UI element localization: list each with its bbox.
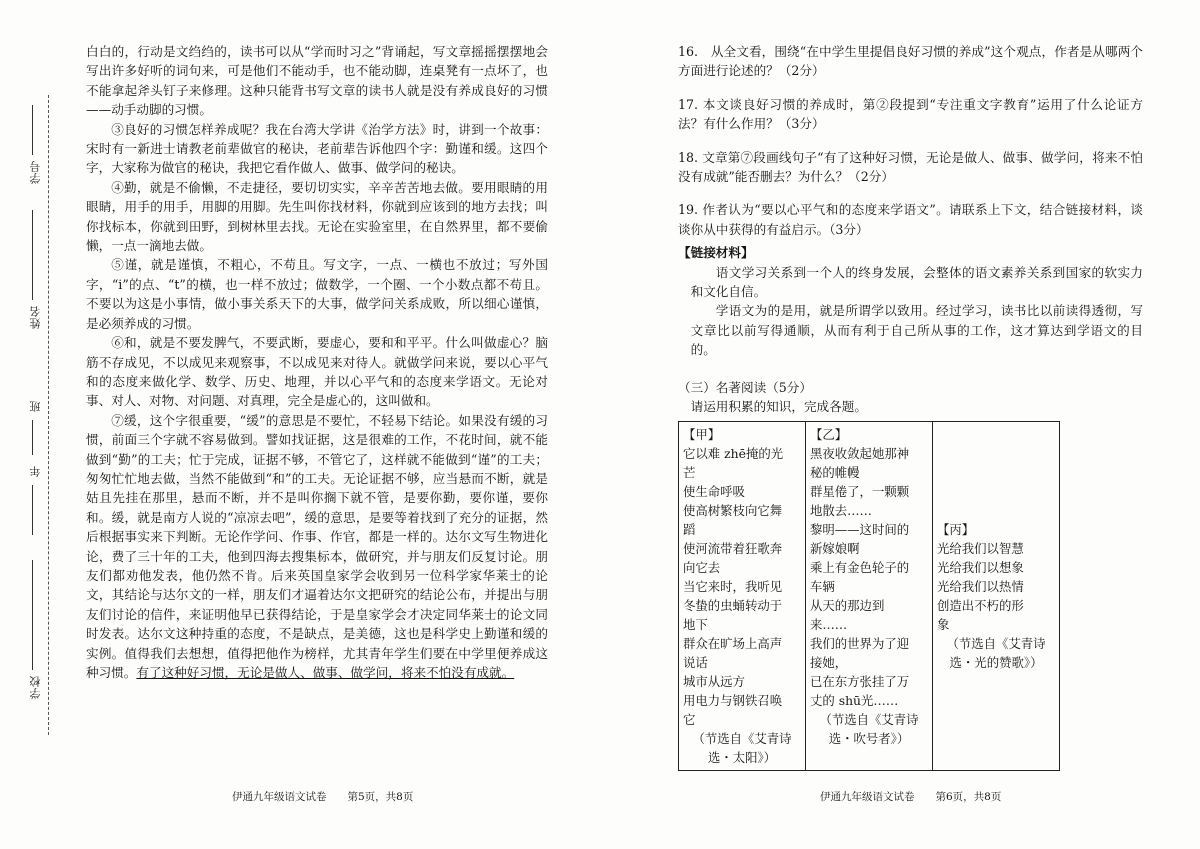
poem-yi-line: 群星倦了，一颗颗	[810, 483, 910, 499]
poem-jia-line: 使高树繁枝向它舞	[683, 502, 783, 518]
school-label: 学校	[29, 675, 42, 699]
poem-yi-lines	[810, 444, 928, 710]
reading-paragraph-5: ⑤谨，就是谨慎，不粗心，不苟且。写文字，一点、一横也不放过；写外国字，“i”的点、“t”的横，也一样不放过；做数学，一个圈、一个小数点都不苟且。不要以为这是小事情，做小事关系天下的大事，做学问关系成败，所以细心谨慎，是必须养成的习惯。	[86, 257, 548, 331]
poem-jia-line: 使生命呼吸	[683, 483, 745, 499]
poem-yi-line: 黑夜收敛起她那神	[810, 445, 910, 461]
page-5	[86, 42, 548, 682]
poem-yi-cell	[806, 421, 933, 770]
poem-yi-line: 车辆	[810, 578, 835, 594]
poem-yi-line: 丈的 shū光……	[810, 692, 899, 708]
poem-jia-line: 当它来时，我听见	[683, 578, 783, 594]
poem-jia-line: 冬蛰的虫蛹转动于	[683, 597, 783, 613]
poem-bing-line: 创造出不朽的形	[937, 597, 1024, 613]
question-19: 19. 作者认为“要以心平气和的态度来学语文”。请联系上下文，结合链接材料，谈谈你从中获得的有益启示。（3分）	[678, 202, 1143, 237]
underlined-sentence: 有了这种好习惯，无论是做人、做事、做学问，将来不怕没有成就。	[136, 665, 515, 680]
reading-paragraph-3: ③良好的习惯怎样养成呢？我在台湾大学讲《治学方法》时，讲到一个故事：宋时有一新进士请教老前辈做官的秘诀，老前辈告诉他四个字：勤谨和缓。这四个字，大家称为做官的秘诀，我把它看作做人、做事、做学问的秘诀。	[86, 121, 548, 176]
poem-jia-line: 用电力与钢铁召唤	[683, 692, 783, 708]
grade-label: 年	[29, 465, 42, 477]
poem-jia-line: 使河流带着狂歌奔	[683, 540, 783, 556]
poem-jia-source: （节选自《艾青诗选・太阳》）	[692, 730, 792, 765]
question-17: 17. 本文谈良好习惯的养成时，第②段提到“专注重文字教育”运用了什么论证方法？有什么作用？（3分）	[678, 96, 1143, 132]
page-6	[678, 42, 1143, 771]
question-16: 16. 从全文看，围绕“在中学生里提倡良好习惯的养成”这个观点，作者是从哪两个方面进行论述的？（2分）	[678, 44, 1143, 79]
page-5-footer: 伊通九年级语文试卷 第5页，共8页	[232, 791, 414, 803]
poem-jia-line: 它以难 zhē掩的光	[683, 445, 784, 461]
reading-paragraph-6: ⑥和，就是不要发脾气，不要武断，要虚心，要和和平平。什么叫做虚心？脑筋不存成见，不以成见来观察事，不以成见来对待人。就做学问来说，要以心平气和的态度来做化学、数学、历史、地理，并以心平气和的态度来学语文。无论对事、对人、对物、对问题、对真理，完全是虚心的，这叫做和。	[86, 335, 548, 409]
poem-jia-line: 说话	[683, 654, 708, 670]
classics-reading-instruction: 请运用积累的知识，完成各题。	[690, 399, 867, 415]
poem-jia-line: 蹈	[683, 521, 696, 537]
poem-jia-line: 城市从远方	[683, 673, 745, 689]
poems-table	[678, 421, 1060, 771]
link-material-paragraph-1: 语文学习关系到一个人的终身发展，会整体的语文素养关系到国家的软实力和文化自信。	[690, 264, 1143, 300]
link-material-title: 【链接材料】	[678, 245, 754, 261]
name-label: 姓名	[29, 305, 42, 329]
poem-bing-line: 光给我们以热情	[937, 578, 1024, 594]
grade-blank	[32, 485, 34, 535]
link-material-paragraph-2: 学语文为的是用，就是所谓学以致用。经过学习，读书比以前读得透彻，写文章比以前写得通顺，从而有利于自己所从事的工作，这才算达到学语文的目的。	[690, 303, 1143, 358]
poem-yi-line: 黎明——这时间的	[810, 521, 910, 537]
poem-yi-line: 乘上有金色轮子的	[810, 559, 910, 575]
class-label: 班	[29, 400, 42, 412]
reading-paragraph-4: ④勤，就是不偷懒，不走捷径，要切切实实，辛辛苦苦地去做。要用眼睛的用眼睛，用手的用手，用脚的用脚。先生叫你找材料，你就到应该到的地方去找；叫你找标本，你就到田野，到树林里去找。无论在实验室里，在自然界里，都不要偷懒，一点一滴地去做。	[86, 179, 548, 254]
school-blank	[32, 560, 34, 670]
poem-yi-line: 我们的世界为了迎	[810, 635, 910, 651]
reading-paragraph-7-text: ⑦缓，这个字很重要，“缓”的意思是不要忙，不轻易下结论。如果没有缓的习惯，前面三个字就不容易做到。譬如找证据，这是很难的工作，不花时间，就不能做到“勤”的工夫；忙于完成，证据不够，不管它了，这样就不能做到“谨”的工夫；匆匆忙忙地去做，当然不能做到“和”的工夫。无论证据不够，应当悬而不断，就是姑且先挂在那里，悬而不断，并不是叫你搁下就不管，是要你勤，要你谨，要你和。缓，就是南方人说的“凉凉去吧”，缓的意思，是要等着找到了充分的证据，然后根据事实来下判断。无论作学问、作事、作官，都是一样的。达尔文写生物进化论，费了三十年的工夫，他到四海去搜集标本，做研究，并与朋友们反复讨论。朋友们都劝他发表，他仍然不肯。后来英国皇家学会收到另一位科学家华莱士的论文，其结论与达尔文的一样，朋友们才逼着达尔文把研究的结论公布，并提出与朋友们讨论的信件，来证明他早已获得结论，于是皇家学会才决定同华莱士的论文同时发表。达尔文这种持重的态度，不是缺点，是美德，这也是科学史上勤谨和缓的实例。值得我们去想想，值得把他作为榜样，尤其青年学生们要在中学里便养成这种习惯。	[86, 412, 548, 680]
class-blank	[32, 420, 34, 455]
poem-jia-line: 它	[683, 711, 696, 727]
poem-bing-cell	[933, 421, 1060, 770]
poem-jia-line: 芒	[683, 464, 696, 480]
poem-jia-cell	[679, 421, 806, 770]
page-6-footer: 伊通九年级语文试卷 第6页，共8页	[820, 791, 1002, 803]
student-no-label: 学号	[29, 160, 42, 184]
poem-yi-line: 接她，	[810, 654, 848, 670]
name-blank	[32, 210, 34, 300]
reading-paragraph-continued: 白白的，行动是文绉绉的，读书可以从“学而时习之”背诵起，写文章摇摇摆摆地会写出许多好听的词句来，可是他们不能动手，也不能动脚，连桌凳有一点坏了，也不能拿起斧头钉子来修理。这种只能背书写文章的读书人就是没有养成良好的习惯——动手动脚的习惯。	[86, 44, 548, 118]
poem-bing-lines	[937, 539, 1055, 634]
poem-jia-line: 群众在旷场上高声	[683, 635, 783, 651]
poem-jia-lines	[683, 444, 801, 729]
reading-paragraph-7	[86, 411, 548, 683]
poem-bing-line: 象	[937, 616, 950, 632]
poem-yi-line: 地散去……	[810, 502, 872, 518]
poem-jia-line: 地下	[683, 616, 708, 632]
poem-yi-line: 从天的那边到	[810, 597, 885, 613]
student-no-blank	[32, 105, 34, 155]
poem-yi-tag: 【乙】	[810, 426, 848, 442]
poem-bing-source: （节选自《艾青诗选・光的赞歌》）	[946, 635, 1046, 670]
poem-bing-line: 光给我们以想象	[937, 559, 1024, 575]
poem-yi-line: 新嫁娘啊	[810, 540, 860, 556]
poem-jia-tag: 【甲】	[683, 426, 721, 442]
binding-margin	[0, 0, 70, 849]
poem-bing-line: 光给我们以智慧	[937, 540, 1024, 556]
poem-yi-line: 秘的帷幔	[810, 464, 860, 480]
poem-yi-line: 来……	[810, 616, 848, 632]
classics-reading-title: （三）名著阅读（5分）	[678, 379, 812, 395]
poem-jia-line: 向它去	[683, 559, 721, 575]
poem-yi-line: 已在东方张挂了万	[810, 673, 910, 689]
binding-dashed-line	[48, 95, 49, 735]
question-18: 18. 文章第⑦段画线句子“有了这种好习惯，无论是做人、做事、做学问，将来不怕没有成就”能否删去？为什么？（2分）	[678, 149, 1143, 185]
poem-bing-tag: 【丙】	[937, 521, 975, 537]
poem-yi-source: （节选自《艾青诗选・吹号者》）	[819, 711, 919, 746]
